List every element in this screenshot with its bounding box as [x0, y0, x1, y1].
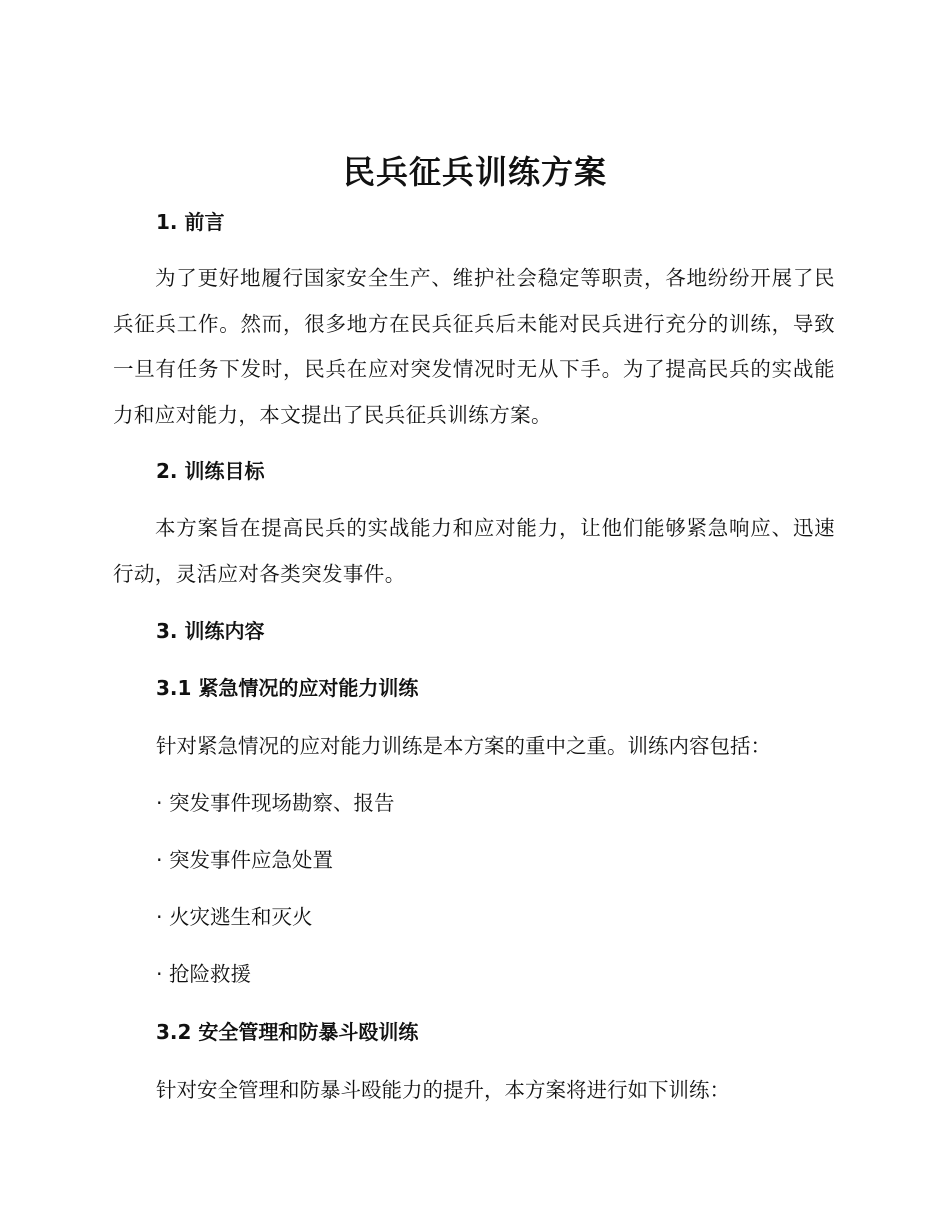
section-3-1-intro: 针对紧急情况的应对能力训练是本方案的重中之重。训练内容包括： [156, 734, 771, 758]
section-3-heading: 3. 训练内容 [156, 619, 265, 643]
section-1-heading: 1. 前言 [156, 210, 225, 234]
list-item: · 抢险救援 [156, 962, 252, 986]
list-item: · 突发事件现场勘察、报告 [156, 791, 395, 815]
section-1-paragraph: 为了更好地履行国家安全生产、维护社会稳定等职责，各地纷纷开展了民兵征兵工作。然而，很多地方在民兵征兵后未能对民兵进行充分的训练，导致一旦有任务下发时，民兵在应对突发情况时无从下手。为了提高民兵的实战能力和应对能力，本文提出了民兵征兵训练方案。 [113, 266, 835, 427]
section-3-1-heading: 3.1 紧急情况的应对能力训练 [156, 676, 419, 700]
list-item: · 火灾逃生和灭火 [156, 905, 313, 929]
section-2-heading: 2. 训练目标 [156, 459, 265, 483]
section-2-paragraph: 本方案旨在提高民兵的实战能力和应对能力，让他们能够紧急响应、迅速行动，灵活应对各类突发事件。 [113, 516, 835, 586]
document-title: 民兵征兵训练方案 [342, 153, 607, 191]
list-item: · 突发事件应急处置 [156, 848, 334, 872]
section-3-2-intro: 针对安全管理和防暴斗殴能力的提升，本方案将进行如下训练： [156, 1078, 730, 1102]
section-3-2-heading: 3.2 安全管理和防暴斗殴训练 [156, 1020, 419, 1044]
